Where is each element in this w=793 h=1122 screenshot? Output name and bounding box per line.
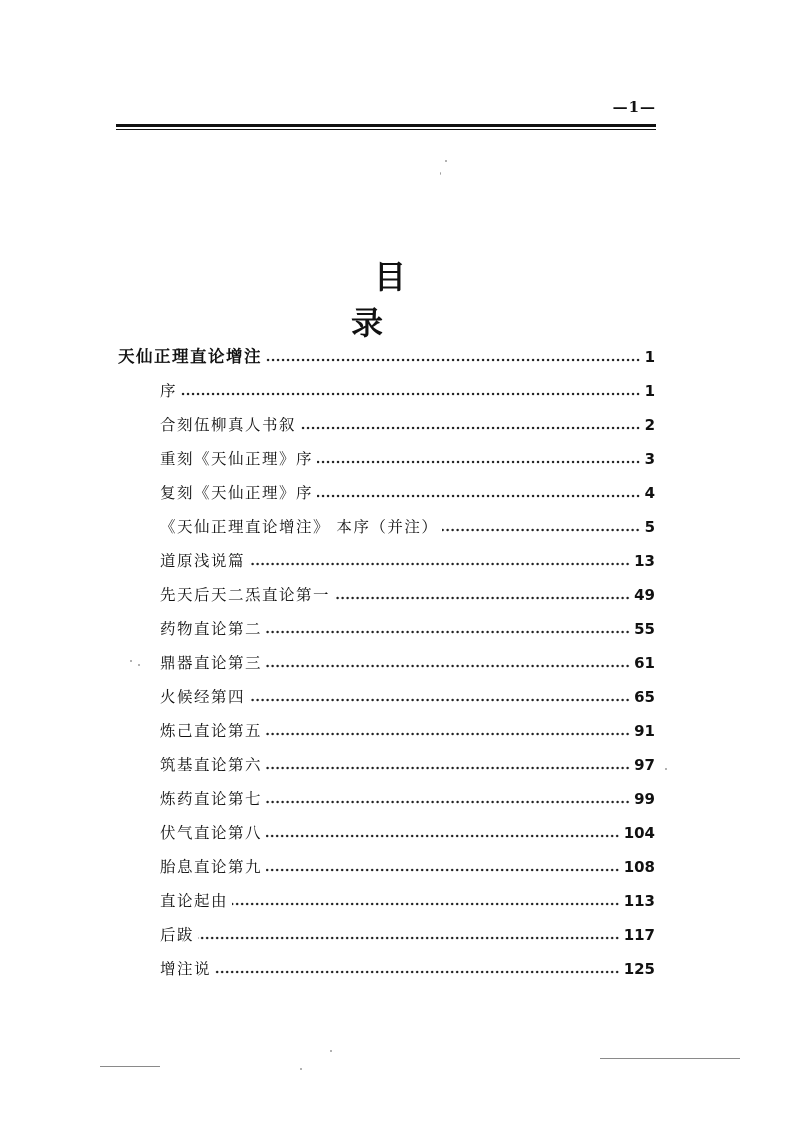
toc-entry-label: 道原浅说篇 bbox=[160, 552, 246, 570]
toc-entry-page: 65 bbox=[634, 688, 655, 706]
toc-entry[interactable] bbox=[0, 853, 655, 881]
toc-entry[interactable] bbox=[0, 377, 655, 405]
toc-entry-page: 2 bbox=[644, 416, 655, 434]
toc-entry-label: 合刻伍柳真人书叙 bbox=[160, 416, 297, 434]
scan-speck bbox=[445, 160, 447, 162]
toc-leader-dots bbox=[266, 664, 630, 668]
toc-entry-label: 复刻《天仙正理》序 bbox=[160, 484, 314, 502]
toc-entry-page: 1 bbox=[644, 382, 655, 400]
toc-entry[interactable] bbox=[0, 751, 655, 779]
toc-entry[interactable] bbox=[0, 649, 655, 677]
toc-entry-label: 后跋 bbox=[160, 926, 195, 944]
toc-entry[interactable] bbox=[0, 683, 655, 711]
toc-entry[interactable] bbox=[0, 717, 655, 745]
toc-leader-dots bbox=[181, 392, 641, 396]
toc-entry-label: 炼药直论第七 bbox=[160, 790, 263, 808]
toc-entry-page: 1 bbox=[644, 348, 655, 366]
scan-speck bbox=[440, 172, 441, 175]
toc-leader-dots bbox=[317, 460, 641, 464]
toc-leader-dots bbox=[300, 426, 641, 430]
toc-leader-dots bbox=[215, 970, 620, 974]
toc-entry[interactable] bbox=[0, 887, 655, 915]
toc-entry-page: 117 bbox=[623, 926, 655, 944]
toc-entry-main[interactable] bbox=[0, 343, 655, 371]
toc-leader-dots bbox=[266, 766, 630, 770]
toc-leader-dots bbox=[198, 936, 620, 940]
header-rule-thin bbox=[116, 129, 656, 130]
toc-leader-dots bbox=[266, 800, 630, 804]
toc-leader-dots bbox=[232, 902, 620, 906]
page-number: —1— bbox=[612, 98, 656, 116]
toc-entry-page: 113 bbox=[623, 892, 655, 910]
toc-entry[interactable] bbox=[0, 615, 655, 643]
toc-entry[interactable] bbox=[0, 479, 655, 507]
toc-leader-dots bbox=[266, 834, 620, 838]
toc-entry-page: 55 bbox=[634, 620, 655, 638]
toc-entry[interactable] bbox=[0, 819, 655, 847]
toc-entry-label: 炼己直论第五 bbox=[160, 722, 263, 740]
toc-entry[interactable] bbox=[0, 921, 655, 949]
toc-entry-label: 胎息直论第九 bbox=[160, 858, 263, 876]
toc-entry-page: 5 bbox=[644, 518, 655, 536]
toc-entry[interactable] bbox=[0, 581, 655, 609]
toc-entry-page: 4 bbox=[644, 484, 655, 502]
toc-entry-label: 重刻《天仙正理》序 bbox=[160, 450, 314, 468]
toc-leader-dots bbox=[442, 528, 640, 532]
toc-entry-label: 鼎器直论第三 bbox=[160, 654, 263, 672]
toc-entry-label: 筑基直论第六 bbox=[160, 756, 263, 774]
toc-entry-label: 序 bbox=[160, 382, 178, 400]
toc-leader-dots bbox=[266, 358, 641, 362]
scan-speck bbox=[138, 664, 140, 666]
toc-entry-page: 97 bbox=[634, 756, 655, 774]
toc-entry-page: 108 bbox=[623, 858, 655, 876]
header-rule-thick bbox=[116, 124, 656, 127]
toc-entry-label: 药物直论第二 bbox=[160, 620, 263, 638]
toc-leader-dots bbox=[266, 732, 630, 736]
scan-speck bbox=[130, 660, 132, 662]
toc-entry[interactable] bbox=[0, 547, 655, 575]
toc-entry[interactable] bbox=[0, 411, 655, 439]
toc-entry-page: 104 bbox=[623, 824, 655, 842]
toc-entry-label: 火候经第四 bbox=[160, 688, 246, 706]
toc-entry-page: 49 bbox=[634, 586, 655, 604]
toc-entry-label: 增注说 bbox=[160, 960, 212, 978]
scan-speck bbox=[665, 768, 667, 770]
toc-leader-dots bbox=[249, 698, 630, 702]
toc-entry-page: 125 bbox=[623, 960, 655, 978]
toc-leader-dots bbox=[266, 630, 630, 634]
toc-entry[interactable] bbox=[0, 445, 655, 473]
toc-entry[interactable] bbox=[0, 785, 655, 813]
toc-leader-dots bbox=[317, 494, 641, 498]
scan-bottom-line bbox=[100, 1066, 160, 1067]
toc-title: 目录 bbox=[350, 258, 452, 342]
toc-entry-label: 先天后天二炁直论第一 bbox=[160, 586, 331, 604]
toc-entry-page: 3 bbox=[644, 450, 655, 468]
toc-leader-dots bbox=[334, 596, 630, 600]
toc-leader-dots bbox=[249, 562, 630, 566]
toc-entry-label: 伏气直论第八 bbox=[160, 824, 263, 842]
toc-entry-label: 天仙正理直论增注 bbox=[118, 347, 262, 366]
toc-entry-page: 91 bbox=[634, 722, 655, 740]
toc-entry-page: 13 bbox=[634, 552, 655, 570]
scan-speck bbox=[330, 1050, 332, 1052]
scan-speck bbox=[300, 1068, 302, 1070]
toc-entry-label: 《天仙正理直论增注》 本序（并注） bbox=[160, 518, 439, 536]
toc-entry-page: 61 bbox=[634, 654, 655, 672]
toc-entry[interactable] bbox=[0, 955, 655, 983]
scan-bottom-line bbox=[600, 1058, 740, 1059]
toc-leader-dots bbox=[266, 868, 620, 872]
toc-entry-label: 直论起由 bbox=[160, 892, 229, 910]
toc-entry-page: 99 bbox=[634, 790, 655, 808]
toc-entry[interactable] bbox=[0, 513, 655, 541]
